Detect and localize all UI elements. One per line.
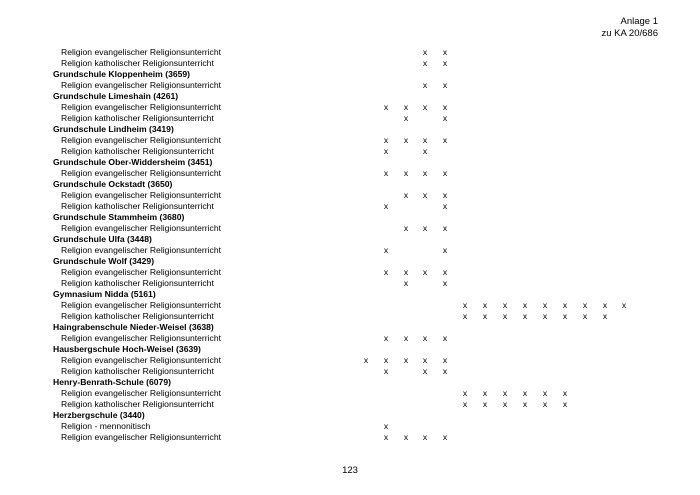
mark-x: x [542,388,548,398]
mark-x: x [422,333,428,343]
mark-x: x [542,399,548,409]
school-name: Grundschule Stammheim (3680) [53,212,185,222]
mark-x: x [502,311,508,321]
mark-x: x [403,168,409,178]
school-heading-row [0,344,700,355]
mark-x: x [442,135,448,145]
annex-label: Anlage 1 [620,16,658,27]
school-name: Grundschule Kloppenheim (3659) [53,69,191,79]
mark-x: x [442,80,448,90]
school-heading-row [0,234,700,245]
mark-x: x [582,311,588,321]
mark-x: x [562,311,568,321]
subject-label: Religion evangelischer Religionsunterricht [61,47,222,57]
subject-label: Religion katholischer Religionsunterricht [61,146,214,156]
annex-reference: zu KA 20/686 [601,27,658,39]
mark-x: x [442,245,448,255]
mark-x: x [422,146,428,156]
subject-row [0,300,700,311]
mark-x: x [482,399,488,409]
school-name: Grundschule Limeshain (4261) [53,91,179,101]
school-heading-row [0,91,700,102]
school-heading-row [0,212,700,223]
school-name: Gymnasium Nidda (5161) [53,289,156,299]
subject-label: Religion evangelischer Religionsunterricht [61,80,222,90]
subject-label: Religion katholischer Religionsunterricht [61,366,214,376]
mark-x: x [602,311,608,321]
school-name: Grundschule Ockstadt (3650) [53,179,173,189]
page-number: 123 [342,465,358,476]
subject-label: Religion katholischer Religionsunterricht [61,278,214,288]
mark-x: x [462,399,468,409]
mark-x: x [522,399,528,409]
mark-x: x [383,421,389,431]
mark-x: x [562,300,568,310]
subject-label: Religion katholischer Religionsunterricht [61,201,214,211]
subject-row [0,421,700,432]
mark-x: x [442,366,448,376]
mark-x: x [482,311,488,321]
school-heading-row [0,69,700,80]
mark-x: x [562,399,568,409]
subject-row [0,366,700,377]
mark-x: x [403,432,409,442]
subject-label: Religion evangelischer Religionsunterricht [61,135,222,145]
school-name: Grundschule Ober-Widdersheim (3451) [53,157,213,167]
mark-x: x [522,388,528,398]
subject-label: Religion evangelischer Religionsunterricht [61,333,222,343]
school-name: Hausbergschule Hoch-Weisel (3639) [53,344,201,354]
subject-row [0,245,700,256]
school-heading-row [0,410,700,421]
mark-x: x [422,168,428,178]
subject-row [0,267,700,278]
school-heading-row [0,377,700,388]
mark-x: x [562,388,568,398]
subject-label: Religion katholischer Religionsunterricht [61,113,214,123]
subject-row [0,223,700,234]
school-heading-row [0,157,700,168]
subject-label: Religion evangelischer Religionsunterricht [61,223,222,233]
subject-label: Religion evangelischer Religionsunterricht [61,300,222,310]
mark-x: x [403,267,409,277]
school-heading-row [0,124,700,135]
mark-x: x [442,58,448,68]
annex-header [601,16,658,39]
school-name: Henry-Benrath-Schule (6079) [53,377,171,387]
mark-x: x [602,300,608,310]
subject-label: Religion evangelischer Religionsunterricht [61,355,222,365]
mark-x: x [482,300,488,310]
subject-label: Religion katholischer Religionsunterricht [61,58,214,68]
mark-x: x [542,300,548,310]
mark-x: x [442,168,448,178]
mark-x: x [442,355,448,365]
subject-row [0,278,700,289]
subject-label: Religion evangelischer Religionsunterricht [61,245,222,255]
mark-x: x [422,190,428,200]
subject-row [0,201,700,212]
mark-x: x [383,135,389,145]
mark-x: x [482,388,488,398]
mark-x: x [383,245,389,255]
subject-row [0,333,700,344]
mark-x: x [383,146,389,156]
subject-row [0,355,700,366]
mark-x: x [462,388,468,398]
school-heading-row [0,179,700,190]
mark-x: x [383,355,389,365]
mark-x: x [403,135,409,145]
subject-row [0,168,700,179]
school-heading-row [0,289,700,300]
mark-x: x [442,201,448,211]
subject-row [0,113,700,124]
mark-x: x [383,102,389,112]
mark-x: x [621,300,627,310]
subject-row [0,399,700,410]
mark-x: x [383,201,389,211]
subject-row [0,102,700,113]
subject-label: Religion evangelischer Religionsunterricht [61,102,222,112]
subject-row [0,190,700,201]
mark-x: x [403,223,409,233]
mark-x: x [442,278,448,288]
subject-label: Religion evangelischer Religionsunterricht [61,432,222,442]
mark-x: x [502,300,508,310]
mark-x: x [462,300,468,310]
mark-x: x [422,355,428,365]
subject-row [0,47,700,58]
mark-x: x [442,47,448,57]
subject-row [0,135,700,146]
school-name: Grundschule Ulfa (3448) [53,234,152,244]
school-name: Haingrabenschule Nieder-Weisel (3638) [53,322,214,332]
mark-x: x [422,80,428,90]
mark-x: x [383,366,389,376]
school-subject-table [0,47,700,443]
subject-label: Religion evangelischer Religionsunterricht [61,168,222,178]
mark-x: x [422,47,428,57]
mark-x: x [403,190,409,200]
mark-x: x [442,267,448,277]
subject-row [0,432,700,443]
mark-x: x [442,223,448,233]
mark-x: x [442,190,448,200]
mark-x: x [422,58,428,68]
subject-label: Religion katholischer Religionsunterricht [61,399,214,409]
mark-x: x [403,102,409,112]
mark-x: x [422,366,428,376]
mark-x: x [422,223,428,233]
subject-label: Religion evangelischer Religionsunterricht [61,388,222,398]
subject-label: Religion evangelischer Religionsunterricht [61,267,222,277]
mark-x: x [462,311,468,321]
mark-x: x [442,102,448,112]
subject-row [0,311,700,322]
subject-row [0,80,700,91]
subject-label: Religion katholischer Religionsunterricht [61,311,214,321]
mark-x: x [403,333,409,343]
mark-x: x [383,432,389,442]
mark-x: x [422,267,428,277]
subject-row [0,58,700,69]
school-heading-row [0,256,700,267]
mark-x: x [363,355,369,365]
mark-x: x [383,168,389,178]
mark-x: x [442,113,448,123]
school-name: Herzbergschule (3440) [53,410,145,420]
mark-x: x [502,399,508,409]
mark-x: x [403,278,409,288]
mark-x: x [542,311,548,321]
subject-label: Religion - mennonitisch [61,421,151,431]
mark-x: x [422,102,428,112]
mark-x: x [403,113,409,123]
mark-x: x [383,333,389,343]
mark-x: x [442,432,448,442]
mark-x: x [522,311,528,321]
mark-x: x [422,432,428,442]
mark-x: x [383,267,389,277]
subject-row [0,146,700,157]
mark-x: x [422,135,428,145]
subject-label: Religion evangelischer Religionsunterricht [61,190,222,200]
mark-x: x [403,355,409,365]
school-heading-row [0,322,700,333]
mark-x: x [522,300,528,310]
mark-x: x [442,333,448,343]
mark-x: x [582,300,588,310]
school-name: Grundschule Lindheim (3419) [53,124,174,134]
subject-row [0,388,700,399]
school-name: Grundschule Wolf (3429) [53,256,155,266]
mark-x: x [502,388,508,398]
